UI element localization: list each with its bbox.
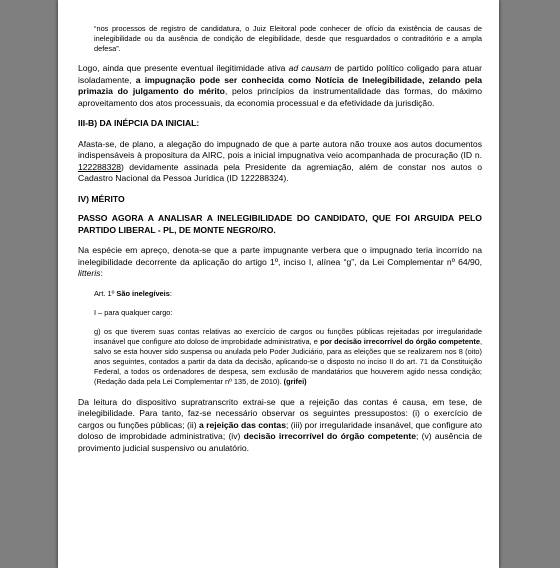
citation-item: I – para qualquer cargo: [94, 307, 173, 317]
text: Afasta-se, de plano, a alegação do impugnado de que a parte autora não trouxe aos autos documentos indispensáveis à propositura da AIRC, pois a inicial impugnativa veio acompanhada de procuração (ID n. [78, 138, 482, 160]
bold-text: por decisão irrecorrível do órgão competente [320, 336, 480, 346]
italic-text: litteris [78, 268, 101, 278]
text: ; (iii) por irregularidade insanável, que configure ato doloso de improbidade administrativa; (iv) [78, 419, 483, 441]
citation-alinea-g [94, 327, 482, 387]
bold-text: São inelegíveis [116, 288, 170, 298]
document-page [58, 0, 499, 568]
citation-article [94, 289, 482, 299]
bold-text: decisão irrecorrível do órgão competente [243, 431, 416, 441]
heading-merito: IV) MÉRITO [78, 193, 125, 204]
text: Na espécie em apreço, denota-se que a parte impugnante verbera que o impugnado teria incorrido na inelegibilidade decorrente da aplicação do artigo 1º, inciso I, alínea “g”, da Lei Complementar nº 64/90, [78, 245, 482, 267]
quote-intro: “nos processos de registro de candidatura, o Juiz Eleitoral pode conhecer de ofício da existência de causas de inelegibilidade ou da ausência de condição de elegibilidade, desde que resguardados o contraditório e a ampla defesa”. [94, 24, 482, 53]
bold-text: a impugnação pode ser conhecida como Notícia de Inelegibilidade, zelando pela primazia do julgamento do mérito [78, 74, 482, 96]
text: de partido político coligado para atuar isoladamente, [78, 63, 482, 85]
bold-text: a rejeição das contas [198, 419, 286, 430]
heading-analysis: PASSO AGORA A ANALISAR A INELEGIBILIDADE DO CANDIDATO, QUE FOI ARGUIDA PELO PARTIDO LIBERAL - PL, DE MONTE NEGRO/RO. [78, 213, 482, 235]
paragraph-conclusion [78, 397, 482, 455]
italic-text: ad causam [288, 63, 332, 73]
text: ; (v) ausência de provimento judicial suspensivo ou anulatório. [78, 431, 482, 453]
text: ) devidamente assinada pela Presidente da agremiação, além de constar nos autos o Cadastro Nacional da Pessoa Jurídica (ID 122288324). [78, 161, 482, 183]
text: , salvo se esta houver sido suspensa ou anulada pelo Poder Judiciário, para as eleições que se realizarem nos 8 (oito) anos seguintes, contados a partir da data da decisão, aplicando-se o disposto no inciso II do art. 71 da Constituição Federal, a todos os ordenadores de despesa, sem exclusão de mandatários que houverem agido nessa condição; (Redação dada pela Lei Complementar nº 135, de 2010). [94, 336, 482, 386]
heading-inepcia: III-B) DA INÉPCIA DA INICIAL: [78, 118, 200, 128]
text: Logo, ainda que presente eventual ilegitimidade ativa [78, 63, 289, 73]
paragraph-inepcia [78, 139, 482, 185]
text: , pelos princípios da instrumentalidade das formas, do máximo aproveitamento dos atos processuais, da economia processual e da efetividade da jurisdição. [78, 86, 482, 108]
text: Da leitura do dispositivo supratranscrito extrai-se que a rejeição das contas é causa, em tese, de inelegibilidade. Para tanto, faz-se necessário observar os seguintes pressupostos: (i) o exercício de cargos ou funções públicas; (ii) [78, 396, 482, 430]
text: : [169, 288, 172, 298]
paragraph-legitimacy [78, 63, 482, 109]
document-id-link[interactable]: 122288328 [78, 161, 122, 172]
bold-text: (grifei) [283, 376, 307, 386]
text: Art. 1º [94, 288, 117, 298]
text: : [100, 268, 103, 278]
text: g) os que tiverem suas contas relativas ao exercício de cargos ou funções públicas rejeitadas por irregularidade insanável que configure ato doloso de improbidade administrativa, e [94, 326, 482, 346]
paragraph-impugnante [78, 245, 482, 280]
